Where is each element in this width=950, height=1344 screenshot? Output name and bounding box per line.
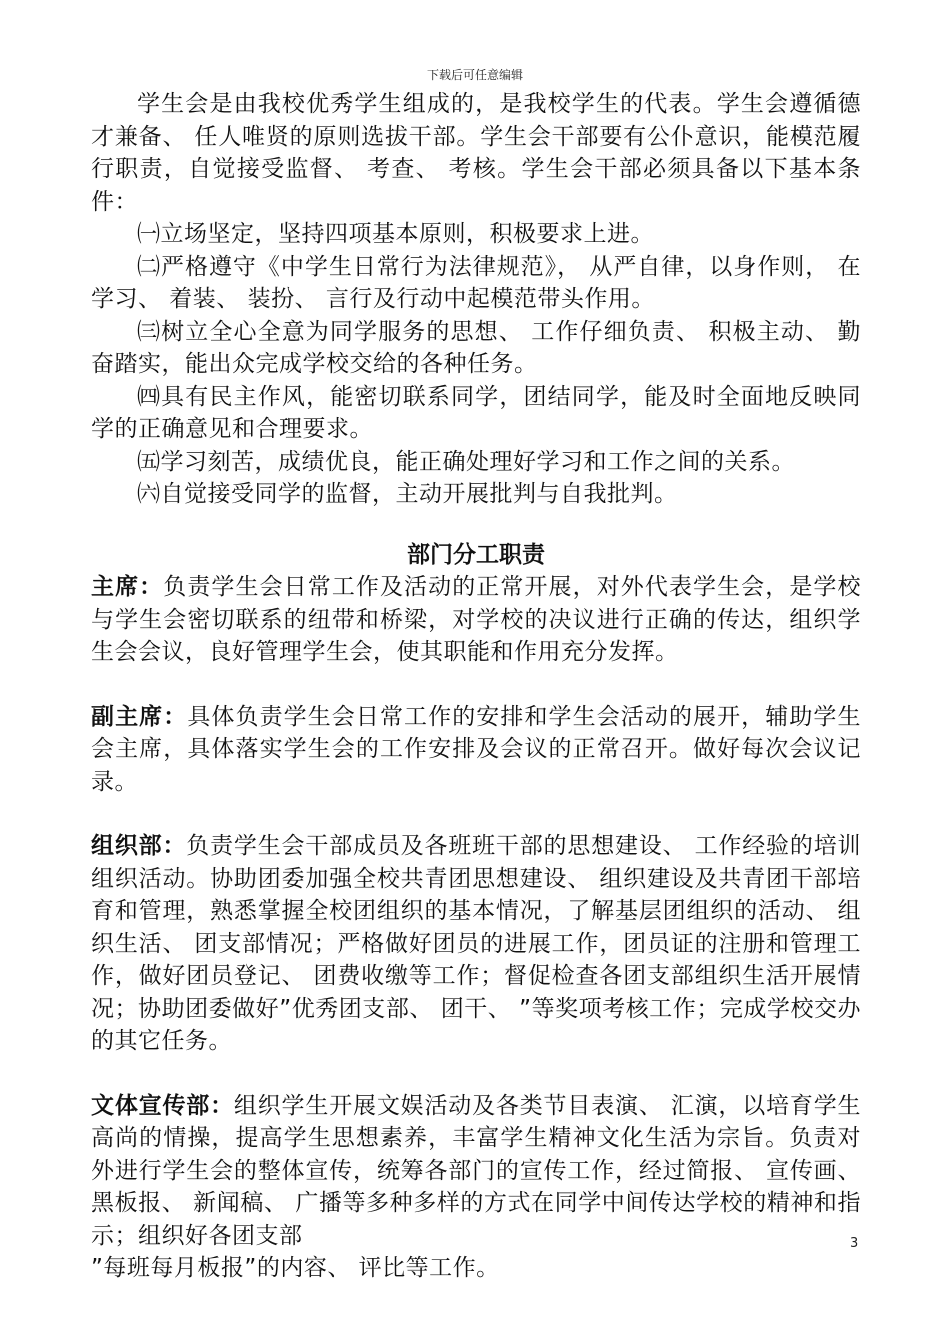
- department-continuation: ”每班每月板报”的内容、 评比等工作。: [91, 1255, 500, 1281]
- condition-item: ㈤学习刻苦，成绩优良，能正确处理好学习和工作之间的关系。: [137, 448, 795, 475]
- department-culture-publicity: [91, 1090, 861, 1285]
- department-label: 组织部：: [91, 833, 187, 859]
- condition-item: ㈠立场坚定，坚持四项基本原则，积极要求上进。: [137, 221, 654, 247]
- department-paragraph: [91, 1090, 861, 1253]
- department-label: 主席：: [91, 574, 164, 600]
- condition-item: ㈢树立全心全意为同学服务的思想、 工作仔细负责、 积极主动、 勤奋踏实，能出众完成学校交给的各种任务。: [91, 318, 861, 377]
- department-text: 负责学生会日常工作及活动的正常开展，对外代表学生会，是学校与学生会密切联系的纽带和桥梁，对学校的决议进行正确的传达，组织学生会会议，良好管理学生会，使其职能和作用充分发挥。: [91, 574, 862, 665]
- section-title: 部门分工职责: [407, 541, 545, 568]
- department-vice-chairman: [91, 701, 861, 799]
- department-text: 具体负责学生会日常工作的安排和学生会活动的展开，辅助学生会主席，具体落实学生会的工作安排及会议的正常召开。做好每次会议记录。: [91, 703, 862, 795]
- department-chairman: [91, 571, 861, 669]
- conditions-list: [91, 218, 861, 511]
- intro-paragraph: 学生会是由我校优秀学生组成的，是我校学生的代表。学生会遵循德才兼备、 任人唯贤的原则选拔干部。学生会干部要有公仆意识，能模范履行职责，自觉接受监督、 考查、 考核。学生会干部必须具备以下基本条件：: [91, 91, 861, 215]
- document-body: [91, 88, 861, 1285]
- departments-list: [91, 571, 861, 1285]
- condition-item: ㈥自觉接受同学的监督，主动开展批判与自我批判。: [137, 481, 678, 507]
- page-number: 3: [850, 1236, 859, 1251]
- department-label: 副主席：: [91, 703, 188, 730]
- department-text: 负责学生会干部成员及各班班干部的思想建设、 工作经验的培训组织活动。协助团委加强全校共青团思想建设、 组织建设及共青团干部培育和管理，熟悉掌握全校团组织的基本情况，了解基层团组织的活动、 组织生活、 团支部情况；严格做好团员的进展工作，团员证的注册和管理工作，做好团员登记、 团费收缴等工作；督促检查各团支部组织生活开展情况；协助团委做好”优秀团支部、 团干、 ”等奖项考核工作；完成学校交办的其它任务。: [91, 833, 862, 1054]
- department-organization: [91, 830, 861, 1058]
- condition-item: ㈡严格遵守《中学生日常行为法律规范》， 从严自律，以身作则， 在学习、 着装、 装扮、 言行及行动中起模范带头作用。: [91, 253, 861, 312]
- department-text: 组织学生开展文娱活动及各类节目表演、 汇演，以培育学生高尚的情操，提高学生思想素养，丰富学生精神文化生活为宗旨。负责对外进行学生会的整体宣传，统筹各部门的宣传工作，经过简报、 宣传画、 黑板报、 新闻稿、 广播等多种多样的方式在同学中间传达学校的精神和指示；组织好各团支部: [91, 1092, 862, 1249]
- page-header: 下载后可任意编辑: [426, 68, 523, 82]
- condition-item: ㈣具有民主作风，能密切联系同学，团结同学，能及时全面地反映同学的正确意见和合理要求。: [91, 383, 861, 442]
- department-label: 文体宣传部：: [91, 1092, 234, 1119]
